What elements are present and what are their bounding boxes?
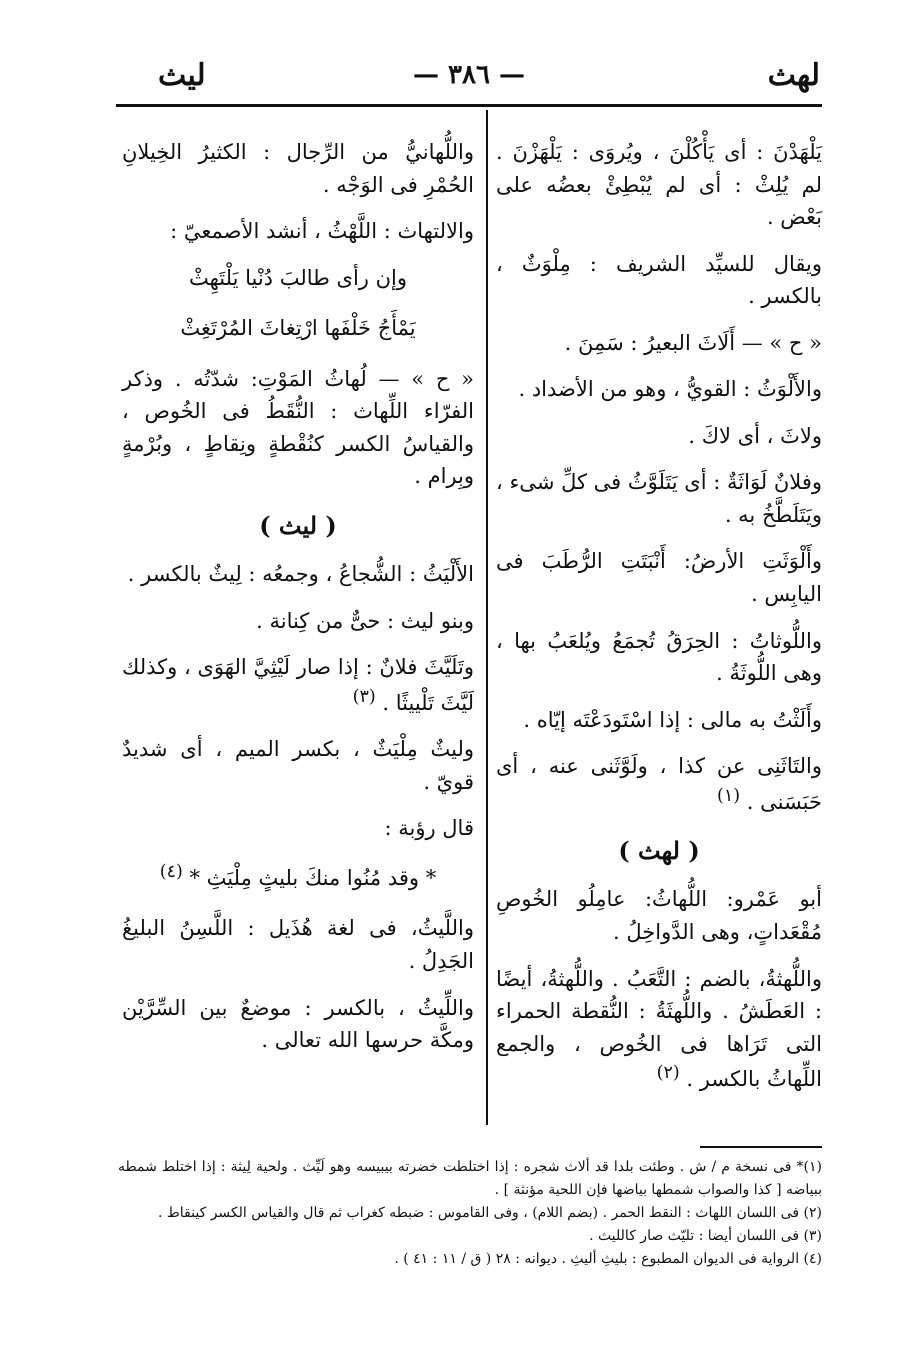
entry-text: واللِّيثُ ، بالكسر : موضعٌ بين السِّرَّيْن ومكَّة حرسها الله تعالى . [122,995,474,1053]
entry-text: واللَّيثُ، فى لغة هُذَيل : اللَّسِنُ البليغُ الجَدِلُ . [122,916,474,974]
entry-text [496,963,822,1096]
entry-text-span: والتَاثَنِى عن كذا ، ولَوَّثَنى عنه ، أى حَبَسَنى . [496,754,822,814]
entry-text: واللُّوثاتُ : الحِرَقُ تُجمَعُ ويُلعَبُ بها ، وهى اللُّوثَةُ . [496,628,822,686]
entry-text: وبنو ليث : حىٌّ من كِنانة . [256,608,474,633]
page-header [118,52,820,104]
entry-text: يَلْهَدْنَ : أى يَأْكُلْنَ ، ويُروَى : يَلْهَزْنَ . لم يُلِثْ : أى لم يُبْطِئْ بعضُه على بَعْض . [496,140,822,230]
header-rule [116,104,822,107]
entry-text: « ح » — لُهاثُ المَوْتِ: شدّتُه . وذكر الفرّاء اللِّهاث : النُّقَطُ فى الخُوص ، والقياسُ الكسر كنُقْطةٍ ونِقاطٍ ، وبُرْمةٍ وبِرام . [122,366,474,489]
entry-text: أبو عَمْرو: اللُّهاثُ: عامِلُو الخُوصِ مُقْعَداتٍ، وهى الدَّواخِلُ . [496,887,822,945]
entry-text-span: واللُّهثةُ، بالضم : التَّعَبُ . واللُّهثةُ، أيضًا : العَطَشُ . واللُّهثَةُ : النُّقطة الحمراء التى تَرَاها فى الخُوص ، والجمع اللِّهاثُ بالكسر . [496,966,822,1092]
left-column [122,136,474,1071]
footnote: (٣) فى اللسان أيضا : تليّث صار كالليث . [589,1228,822,1245]
entry-text: وأَلْوَثَتِ الأرضُ: أَنْبَتَتِ الرُّطَبَ فى اليابِس . [496,549,822,607]
footnote-rule [700,1146,822,1148]
entry-text: والأَلْوَثُ : القويُّ ، وهو من الأضداد . [518,377,822,402]
page-number: — ٣٨٦ — [412,60,526,90]
footnote-mark: (١) [717,785,741,806]
entry-text: وليثٌ مِلْيَثٌ ، بكسر الميم ، أى شديدٌ قويّ . [122,737,474,794]
entry-text: قال رؤبة : [384,816,474,841]
entry-text: ويقال للسيِّد الشريف : مِلْوَثٌ ، بالكسر . [496,251,822,309]
header-right-word: لهث [767,58,820,93]
entry-text: ولاثَ ، أى لاكَ . [688,423,822,448]
footnote: (٢) فى اللسان اللهاث : النقط الحمر . (بضم اللام) ، وفى القاموس : ضبطه كغراب ثم قال والقياس الكسر كينقاط . [157,1205,822,1222]
column-divider [486,110,488,1125]
footnote: (٤) الرواية فى الديوان المطبوع : بليثِ أليثِ . ديوانه : ٢٨ ( ق / ١١ : ٤١ ) . [394,1251,822,1268]
verse-text: * وقد مُنُوا منكَ بليثٍ مِلْيَثِ * [189,865,437,890]
footnote-mark: (٤) [159,861,183,882]
footnote: (١)* فى نسخة م / ش . وطئت بلدا قد ألاث شجره : إذا اختلطت خضرته بيبيسه وهو لَيِّث . ولحية لِيثة : إذا اختلط شمطه ببياضه [ كذا والصواب شمطها بياضها فإن اللحية مؤنثة ] . [118,1159,822,1199]
entry-text: « ح » — أَلَاثَ البعيرُ : سَمِنَ . [564,330,822,355]
footnote-mark: (٢) [656,1063,680,1084]
entry-text [496,750,822,818]
footnotes [118,1156,822,1271]
header-left-word: ليث [158,58,206,93]
entry-text: وأَلَثْتُ به مالى : إذا اسْتَودَعْتَه إيّاه . [523,707,822,732]
entry-text: والالتهاث : اللَّهْثُ ، أنشد الأصمعيّ : [170,219,474,244]
footnote-mark: (٣) [352,686,376,707]
entry-text: الأَلْيَثُ : الشُّجاعُ ، وجمعُه : لِيثٌ بالكسر . [127,562,474,587]
entry-text [122,651,474,719]
section-heading-layth: ( ليث ) [259,510,337,540]
entry-text-span: وتَلَيَّثَ فلانٌ : إذا صار لَيْثِيَّ الهَوَى ، وكذلك لَيَّثَ تَلْييثًا . [122,655,474,715]
entry-text: واللُّهانيُّ من الرِّجال : الكثيرُ الخِيلانِ الحُمْرِ فى الوَجْه . [122,140,474,197]
entry-text: وفلانٌ لَوَاثَةٌ : أى يَتَلَوَّثُ فى كلِّ شىء ، ويَتَلَطَّخُ به . [495,470,822,527]
verse-line: يَمْأَجُ خَلْفَها ارْتِغاثَ المُرْتَغِثْ [180,316,416,341]
verse-line [122,859,474,895]
right-column [496,136,822,1110]
section-heading-lahth: ( لهث ) [618,836,700,866]
verse-line: وإن رأى طالبَ دُنْيا يَلْتَهِثْ [188,265,407,290]
